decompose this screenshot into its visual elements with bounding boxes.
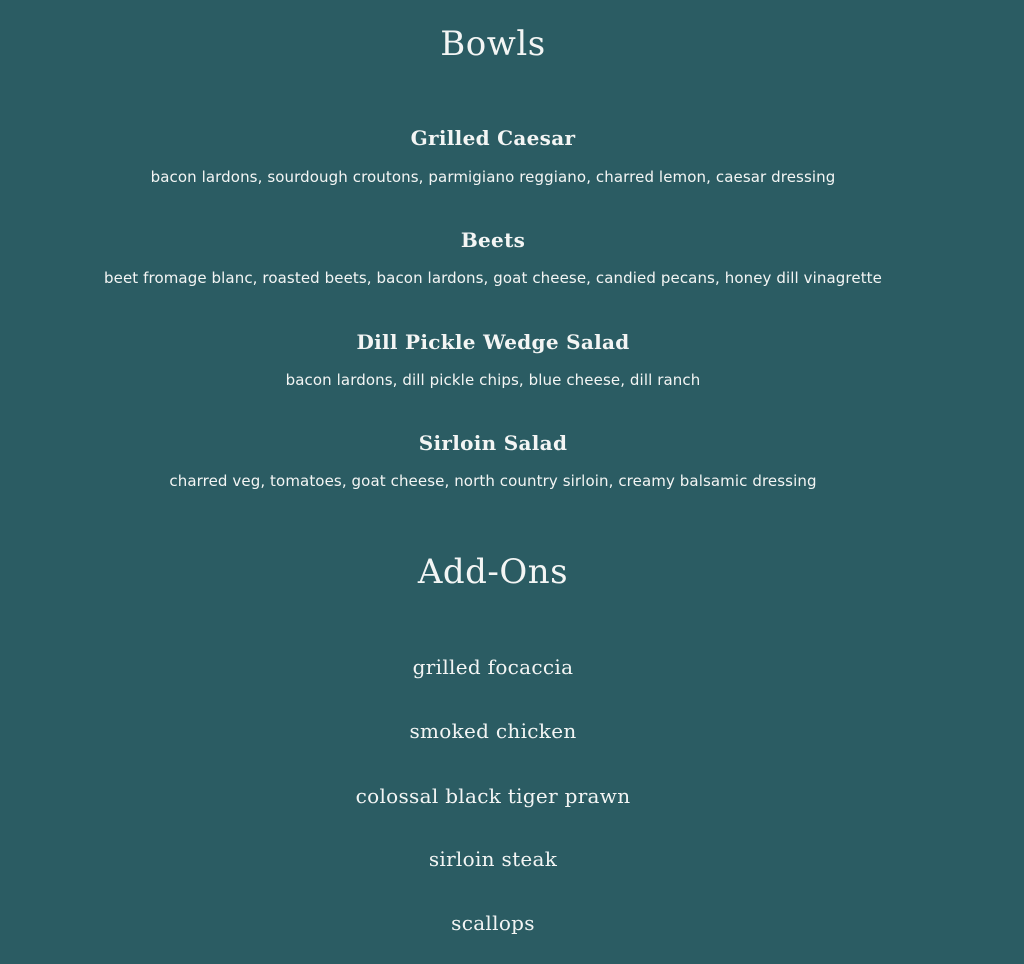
bowl-name-sirloin-salad: Sirloin Salad	[418, 431, 568, 455]
addon-grilled-focaccia: grilled focaccia	[412, 655, 574, 679]
bowl-description-sirloin-salad: charred veg, tomatoes, goat cheese, north country sirloin, creamy balsamic dressing	[169, 472, 817, 490]
bowl-description-grilled-caesar: bacon lardons, sourdough croutons, parmigiano reggiano, charred lemon, caesar dressing	[150, 168, 836, 186]
bowl-name-grilled-caesar: Grilled Caesar	[410, 126, 576, 150]
bowl-name-dill-pickle-wedge-salad: Dill Pickle Wedge Salad	[356, 330, 630, 354]
bowl-name-beets: Beets	[460, 228, 526, 252]
bowls-title: Bowls	[440, 24, 546, 64]
bowl-description-dill-pickle-wedge-salad: bacon lardons, dill pickle chips, blue cheese, dill ranch	[285, 371, 701, 389]
bowl-description-beets: beet fromage blanc, roasted beets, bacon lardons, goat cheese, candied pecans, honey dill vinagrette	[104, 269, 882, 287]
addon-colossal-black-tiger-prawn: colossal black tiger prawn	[355, 784, 631, 808]
addon-smoked-chicken: smoked chicken	[409, 719, 577, 743]
addons-title: Add-Ons	[417, 552, 569, 592]
addon-scallops: scallops	[451, 911, 535, 935]
addon-sirloin-steak: sirloin steak	[428, 847, 558, 871]
